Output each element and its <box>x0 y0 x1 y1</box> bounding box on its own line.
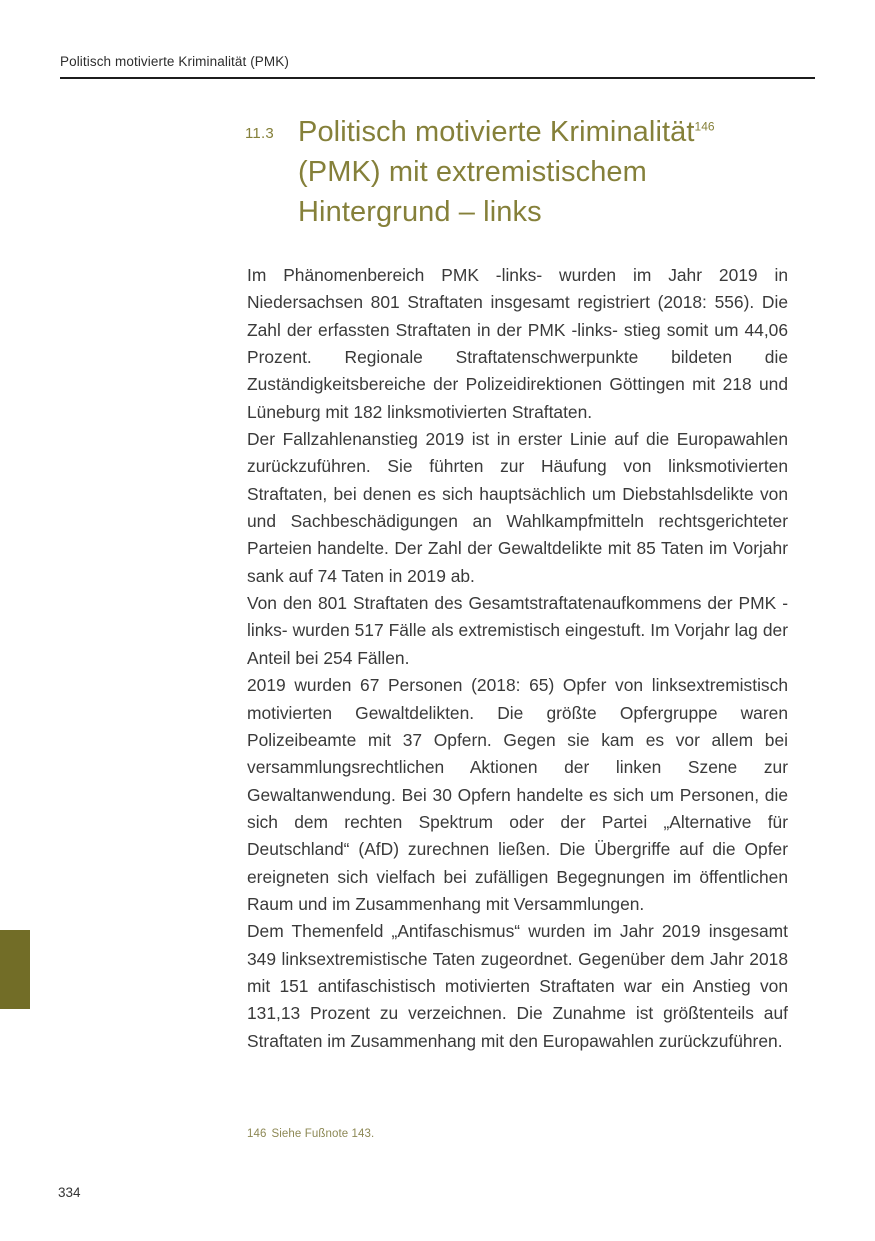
footnote-text: Siehe Fußnote 143. <box>271 1128 375 1140</box>
section-title-line3: Hintergrund – links <box>298 196 542 228</box>
footnote <box>247 1128 374 1140</box>
section-number: 11.3 <box>245 125 274 142</box>
page-number: 334 <box>58 1185 81 1200</box>
body-paragraph-5: Dem Themenfeld „Antifaschismus“ wurden im Jahr 2019 insgesamt 349 linksextremistische Taten zugeordnet. Gegenüber dem Jahr 2018 mit 151 antifaschistisch motivierten Straftaten war ein Anstieg von 131,13 Prozent zu verzeichnen. Die Zunahme ist größtenteils auf Straftaten im Zusammenhang mit den Europawahlen zurückzuführen. <box>247 921 788 1051</box>
section-title <box>298 112 715 232</box>
running-head: Politisch motivierte Kriminalität (PMK) <box>60 54 289 69</box>
body-paragraph-4: 2019 wurden 67 Personen (2018: 65) Opfer von linksextremistisch motivierten Gewaltdelikten. Die größte Opfergruppe waren Polizeibeamte mit 37 Opfern. Gegen sie kam es vor allem bei versammlungsrechtlichen Aktionen der linken Szene zur Gewaltanwendung. Bei 30 Opfern handelte es sich um Personen, die sich dem rechten Spektrum oder der Partei „Alternative für Deutschland“ (AfD) zurechnen ließen. Die Übergriffe auf die Opfer ereigneten sich vielfach bei zufälligen Begegnungen im öffentlichen Raum und im Zusammenhang mit Versammlungen. <box>247 675 788 914</box>
body-text <box>247 262 788 1055</box>
chapter-edge-marker <box>0 930 30 1009</box>
main-content <box>247 112 788 1055</box>
body-paragraph-1: Im Phänomenbereich PMK -links- wurden im Jahr 2019 in Niedersachsen 801 Straftaten insgesamt registriert (2018: 556). Die Zahl der erfassten Straftaten in der PMK -links- stieg somit um 44,06 Prozent. Regionale Straftatenschwerpunkte bildeten die Zuständigkeitsbereiche der Polizeidirektionen Göttingen mit 218 und Lüneburg mit 182 linksmotivierten Straftaten. <box>247 265 788 422</box>
body-paragraph-2: Der Fallzahlenanstieg 2019 ist in erster Linie auf die Europawahlen zurückzuführen. Sie führten zur Häufung von linksmotivierten Straftaten, bei denen es sich hauptsächlich um Diebstahlsdelikte von und Sachbeschädigungen an Wahlkampfmitteln rechtsgerichteter Parteien handelte. Der Zahl der Gewaltdelikte mit 85 Taten im Vorjahr sank auf 74 Taten in 2019 ab. <box>247 429 788 586</box>
body-paragraph-3: Von den 801 Straftaten des Gesamtstraftatenaufkommens der PMK -links- wurden 517 Fälle als extremistisch eingestuft. Im Vorjahr lag der Anteil bei 254 Fällen. <box>247 593 788 668</box>
header-rule <box>60 77 815 79</box>
footnote-reference: 146 <box>694 119 715 134</box>
section-title-line1: Politisch motivierte Kriminalität <box>298 116 695 148</box>
footnote-number: 146 <box>247 1128 267 1140</box>
section-title-line2: (PMK) mit extremistischem <box>298 156 647 188</box>
section-heading <box>247 112 788 232</box>
